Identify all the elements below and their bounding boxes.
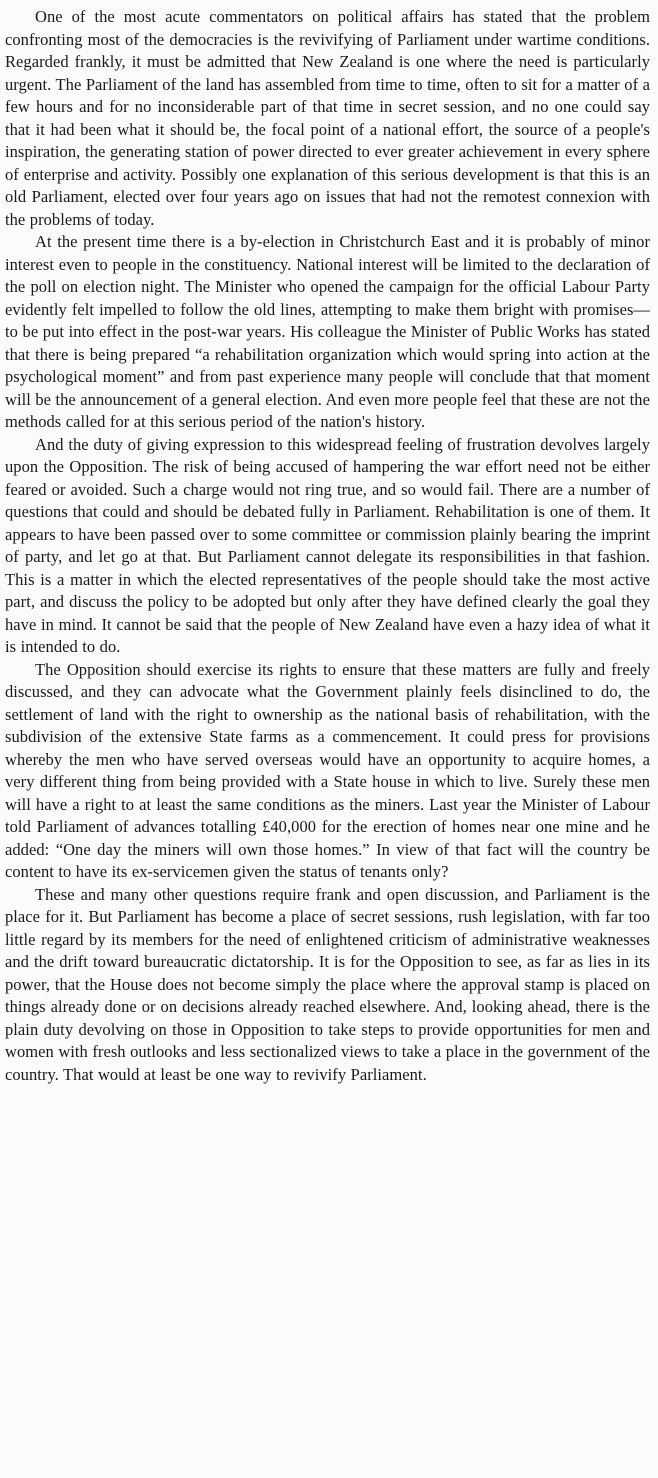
paragraph-1: One of the most acute commentators on political affairs has stated that the problem confronting most of the democracies is the revivifying of Parliament under wartime conditions. Regarded frankly, it must be admitted that New Zealand is one where the need is particularly urgent. The Parliament of the land has assembled from time to time, often to sit for a matter of a few hours and for no inconsiderable part of that time in secret session, and no one could say that it had been what it should be, the focal point of a national effort, the source of a people's inspiration, the generating station of power directed to ever greater achievement in every sphere of enterprise and activity. Possibly one explanation of this serious development is that this is an old Parliament, elected over four years ago on issues that had not the remotest connexion with the problems of today. [5, 7, 650, 229]
paragraph-5: These and many other questions require frank and open discussion, and Parliament is the place for it. But Parliament has become a place of secret sessions, rush legislation, with far too little regard by its members for the need of enlightened criticism of administrative weaknesses and the drift toward bureaucratic dictatorship. It is for the Opposition to see, as far as lies in its power, that the House does not become simply the place where the approval stamp is placed on things already done or on decisions already reached elsewhere. And, looking ahead, there is the plain duty devolving on those in Opposition to take steps to provide opportunities for men and women with fresh outlooks and less sectionalized views to take a place in the government of the country. That would at least be one way to revivify Parliament. [5, 884, 650, 1084]
paragraph-2: At the present time there is a by-election in Christchurch East and it is probably of minor interest even to people in the constituency. National interest will be limited to the declaration of the poll on election night. The Minister who opened the campaign for the official Labour Party evidently felt impelled to follow the old lines, attempting to make them bright with promises—to be put into effect in the post-war years. His colleague the Minister of Public Works has stated that there is being prepared “a rehabilitation organization which would spring into action at the psychological moment” and from past experience many people will conclude that that moment will be the announcement of a general election. And even more people feel that these are not the methods called for at this serious period of the nation's history. [5, 232, 650, 431]
paragraph-4: The Opposition should exercise its rights to ensure that these matters are fully and freely discussed, and they can advocate what the Government plainly feels disinclined to do, the settlement of land with the right to ownership as the national basis of rehabilitation, with the subdivision of the extensive State farms as a commencement. It could press for provisions whereby the men who have served overseas would have an opportunity to acquire homes, a very different thing from being provided with a State house in which to live. Surely these men will have a right to at least the same conditions as the miners. Last year the Minister of Labour told Parliament of advances totalling £40,000 for the erection of homes near one mine and he added: “One day the miners will own those homes.” In view of that fact will the country be content to have its ex-servicemen given the status of tenants only? [5, 659, 650, 881]
paragraph-3: And the duty of giving expression to this widespread feeling of frustration devolves largely upon the Opposition. The risk of being accused of hampering the war effort need not be either feared or avoided. Such a charge would not ring true, and so would fail. There are a number of questions that could and should be debated fully in Parliament. Rehabilitation is one of them. It appears to have been passed over to some committee or commission plainly bearing the imprint of party, and let go at that. But Parliament cannot delegate its responsibilities in that fashion. This is a matter in which the elected representatives of the people should take the most active part, and discuss the policy to be adopted but only after they have defined clearly the goal they have in mind. It cannot be said that the people of New Zealand have even a hazy idea of what it is intended to do. [5, 434, 650, 656]
